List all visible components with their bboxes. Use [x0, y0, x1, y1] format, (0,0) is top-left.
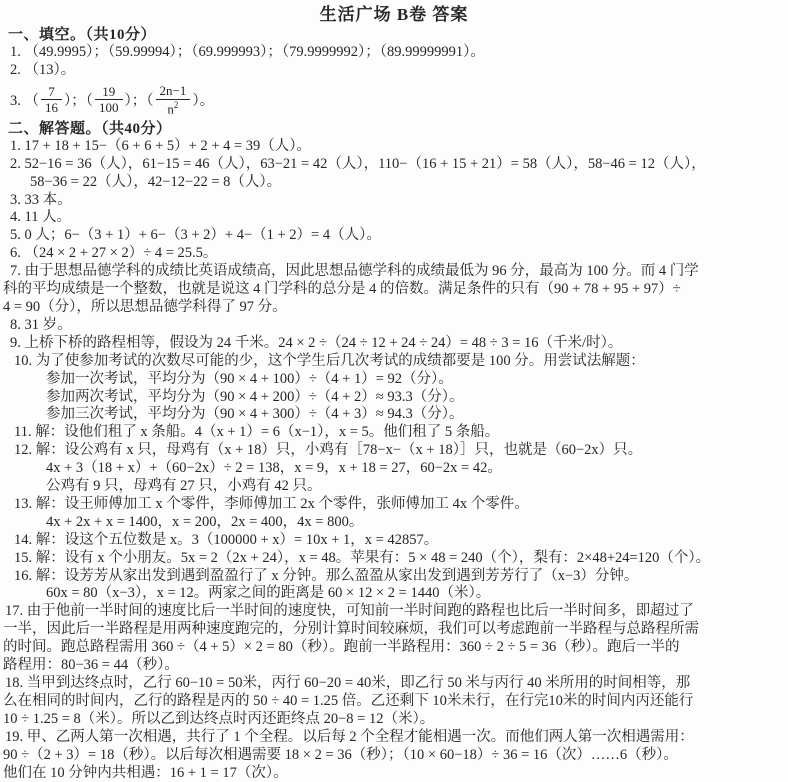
answer-line: 1. 17 + 18 + 15−（6 + 6 + 5）+ 2 + 4 = 39（人）。: [10, 137, 312, 154]
fraction: [95, 85, 123, 115]
answer-line: 17. 由于他前一半时间的速度比后一半时间的速度快，可知前一半时间跑的路程也比后一半时间多，即超过了: [5, 603, 694, 620]
section-heading-fill-blanks: 一、填空。（共10分）: [8, 27, 157, 43]
answer-line: 16. 解：设芳芳从家出发到遇到盈盈行了 x 分钟。那么盈盈从家出发到遇到芳芳行了（x−3）分钟。: [14, 567, 639, 584]
fraction: [41, 85, 62, 115]
fraction-line-text: ）。: [192, 93, 215, 110]
answer-line: 的时间。跑总路程需用 360 ÷（4 + 5）× 2 = 80（秒）。跑前一半路程用：360 ÷ 2 ÷ 5 = 36（秒）。跑后一半的: [3, 639, 680, 656]
answer-line: 4x + 3（18 + x）+（60−2x）÷ 2 = 138，x = 9，x + 18 = 27，60−2x = 42。: [46, 460, 502, 477]
answer-line: 18. 当甲到达终点时，乙行 60−10 = 50米，丙行 60−20 = 40米，即乙行 50 米与丙行 40 米所用的时间相等，那: [5, 675, 691, 691]
answer-line: 参加一次考试，平均分为（90 × 4 + 100）÷（4 + 1）= 92（分）。: [46, 370, 453, 387]
fraction-numerator: 19: [95, 85, 123, 101]
answer-line: 4 = 90（分），所以思想品德学科得了 97 分。: [3, 298, 287, 315]
answer-line: 60x = 80（x−3），x = 12。两家之间的距离是 60 × 12 × 2 = 1440（米）。: [46, 585, 491, 602]
fraction-denominator: $n^2$: [167, 99, 179, 116]
answer-line: 10. 为了使参加考试的次数尽可能的少，这个学生后几次考试的成绩都要是 100 分。用尝试法解题：: [14, 352, 645, 369]
page-title: 生活广场 B卷 答案: [319, 5, 469, 24]
answer-line: 2. 52−16 = 36（人），61−15 = 46（人），63−21 = 42（人），110−（16 + 15 + 21）= 58（人），58−46 = 12（人），: [10, 155, 706, 172]
answer-line: 一半，因此后一半路程是用两种速度跑完的，分别计算时间较麻烦，我们可以考虑跑前一半路程与总路程所需: [3, 621, 699, 638]
fraction-line-text: 3. （: [10, 93, 39, 110]
fraction-line-text: ）；（: [64, 93, 93, 110]
fraction-line-text: ）；（: [124, 93, 154, 110]
answer-line: 12. 解：设公鸡有 x 只，母鸡有（x + 18）只，小鸡有［78−x−（x + 18）］只，也就是（60−2x）只。: [14, 442, 643, 459]
answer-line: 5. 0 人；6−（3 + 1）+ 6−（3 + 2）+ 4−（1 + 2）= 4（人）。: [10, 227, 381, 244]
answer-line: 他们在 10 分钟内共相遇：16 + 1 = 17（次）。: [3, 764, 288, 781]
answer-line: 9. 上桥下桥的路程相等，假设为 24 千米。24 × 2 ÷（24 ÷ 12 + 24 ÷ 24）= 48 ÷ 3 = 16（千米/时）。: [10, 334, 623, 351]
fraction-numerator: 2n−1: [156, 84, 191, 100]
answer-line: 13. 解：设王师傅加工 x 个零件，李师傅加工 2x 个零件，张师傅加工 4x 个零件。: [14, 495, 529, 512]
fraction-numerator: 7: [41, 85, 62, 101]
answer-line: 公鸡有 9 只，母鸡有 27 只，小鸡有 42 只。: [46, 478, 322, 495]
answer-line: 10 ÷ 1.25 = 8（米）。所以乙到达终点时丙还距终点 20−8 = 12（米）。: [3, 710, 435, 727]
answer-line: 11. 解：设他们租了 x 条船。4（x + 1）= 6（x−1），x = 5。他们租了 5 条船。: [14, 424, 500, 441]
answer-line: 19. 甲、乙两人第一次相遇，共行了 1 个全程。以后每 2 个全程才能相遇一次。而他们两人第一次相遇需用：: [5, 728, 694, 745]
answer-line: 科的平均成绩是一个整数，也就是说这 4 门学科的总分是 4 的倍数。满足条件的只有（90 + 78 + 95 + 97）÷: [3, 281, 681, 298]
section-heading-solve: 二、解答题。（共40分）: [8, 120, 172, 137]
answer-line: 15. 解：设有 x 个小朋友。5x = 2（2x + 24），x = 48。苹果有：5 × 48 = 240（个），梨有：2×48+24=120（个）。: [14, 549, 711, 566]
answer-line: 4x + 2x + x = 1400，x = 200，2x = 400，4x = 800。: [46, 513, 364, 530]
answer-line: 1. （49.9995）；（59.99994）；（69.999993）；（79.9999992）；（89.99999991）。: [10, 44, 485, 60]
fraction-denominator: 16: [45, 100, 58, 116]
answer-line: 90 ÷（2 + 3）= 18（秒）。以后每次相遇需要 18 × 2 = 36（秒）；（10 × 60−18）÷ 36 = 16（次）……6（秒）。: [3, 746, 678, 763]
answer-line: 3. 33 本。: [10, 191, 72, 208]
answer-line: 么在相同的时间内，乙行的路程是丙的 50 ÷ 40 = 1.25 倍。乙还剩下 10米未行，在行完10米的时间内丙还能行: [3, 692, 694, 709]
answer-line: 2. （13）。: [10, 61, 76, 78]
answer-line: 4. 11 人。: [10, 209, 72, 226]
answer-line: 14. 解：设这个五位数是 x。3（100000 + x）= 10x + 1，x = 42857。: [14, 531, 439, 548]
answer-line: 参加三次考试，平均分为（90 × 4 + 300）÷（4 + 3）≈ 94.3（分）。: [46, 406, 464, 423]
answer-line: 7. 由于思想品德学科的成绩比英语成绩高，因此思想品德学科的成绩最低为 96 分，最高为 100 分。而 4 门学: [10, 263, 699, 280]
answer-line: 路程用：80−36 = 44（秒）。: [3, 657, 179, 674]
fraction-denominator: 100: [99, 100, 119, 116]
answer-line: 8. 31 岁。: [10, 316, 72, 333]
answer-line-fractions: [0, 80, 788, 120]
answer-line: 6. （24 × 2 + 27 × 2）÷ 4 = 25.5。: [10, 245, 218, 262]
fraction: [156, 84, 191, 116]
answer-line: 58−36 = 22（人），42−12−22 = 8（人）。: [30, 173, 282, 190]
answer-line: 参加两次考试，平均分为（90 × 4 + 200）÷（4 + 2）≈ 93.3（分）。: [46, 388, 464, 405]
